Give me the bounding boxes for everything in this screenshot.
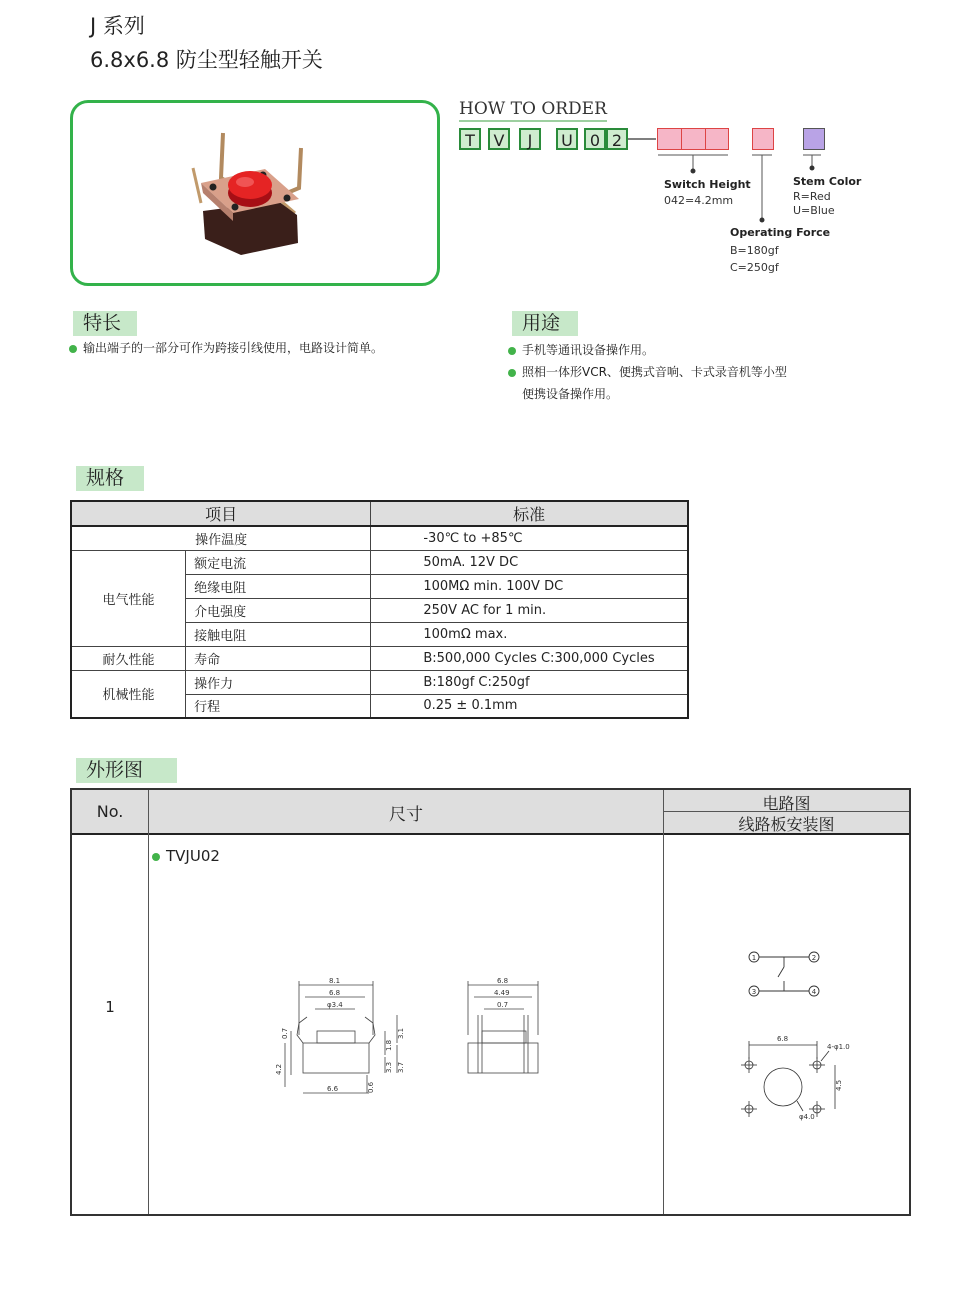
pin-4: 4 bbox=[811, 988, 817, 996]
use-item: 手机等通讯设备操作用。 bbox=[508, 339, 654, 361]
series-title: J 系列 bbox=[90, 14, 145, 38]
table-row bbox=[71, 550, 688, 574]
outline-heading: 外形图 bbox=[76, 758, 177, 783]
spec-value: B:500,000 Cycles C:300,000 Cycles bbox=[371, 646, 688, 670]
spec-header-standard: 标准 bbox=[371, 501, 688, 526]
bullet-icon bbox=[69, 345, 77, 353]
dim-1-8: 1.8 bbox=[385, 1039, 393, 1051]
spec-item: 介电强度 bbox=[186, 598, 371, 622]
side-view-drawing bbox=[460, 975, 550, 1095]
dim-6-6: 6.6 bbox=[327, 1085, 339, 1093]
order-code-0: 0 bbox=[584, 128, 606, 150]
spec-item: 绝缘电阻 bbox=[186, 574, 371, 598]
use-item-continued: 便携设备操作用。 bbox=[522, 387, 619, 401]
pin-3: 3 bbox=[751, 988, 757, 996]
pcb-layout-diagram bbox=[737, 1025, 857, 1125]
stem-color-red: R=Red bbox=[793, 190, 831, 203]
operating-force-code-box bbox=[752, 128, 774, 150]
outline-table bbox=[70, 788, 911, 1216]
header-circuit: 电路图 bbox=[762, 794, 811, 813]
front-view-drawing bbox=[267, 975, 417, 1105]
operating-force-label: Operating Force bbox=[730, 226, 831, 239]
table-row bbox=[71, 501, 688, 526]
spec-value: 50mA. 12V DC bbox=[371, 550, 688, 574]
dim-phi-3-4: φ3.4 bbox=[327, 1001, 343, 1009]
spec-heading: 规格 bbox=[76, 466, 144, 491]
spec-item: 操作温度 bbox=[71, 526, 371, 550]
dim-side-0-7: 0.7 bbox=[497, 1001, 509, 1009]
dim-side-6-8: 6.8 bbox=[497, 977, 509, 985]
operating-force-b: B=180gf bbox=[730, 244, 779, 257]
table-row bbox=[71, 526, 688, 550]
dim-0-6: 0.6 bbox=[367, 1081, 375, 1093]
spec-item: 操作力 bbox=[186, 670, 371, 694]
dim-3-7: 3.7 bbox=[397, 1061, 405, 1073]
use-item: 照相一体形VCR、便携式音响、卡式录音机等小型 bbox=[508, 361, 787, 383]
dim-3-3: 3.3 bbox=[385, 1061, 393, 1073]
dim-side-4-49: 4.49 bbox=[494, 989, 510, 997]
dim-3-1: 3.1 bbox=[397, 1027, 405, 1039]
spec-value: 100mΩ max. bbox=[371, 622, 688, 646]
stem-color-code-box bbox=[803, 128, 825, 150]
bullet-icon bbox=[508, 369, 516, 377]
pin-2: 2 bbox=[811, 954, 817, 962]
spec-item: 行程 bbox=[186, 694, 371, 718]
model-label: TVJU02 bbox=[152, 847, 220, 865]
switch-height-code-box bbox=[657, 128, 729, 150]
spec-group: 机械性能 bbox=[71, 670, 186, 718]
bullet-icon bbox=[152, 853, 160, 861]
spec-header-item: 项目 bbox=[71, 501, 371, 526]
tactile-switch-image bbox=[73, 103, 437, 283]
switch-height-label: Switch Height bbox=[664, 178, 751, 191]
switch-height-value: 042=4.2mm bbox=[664, 194, 734, 207]
operating-force-c: C=250gf bbox=[730, 261, 779, 274]
spec-item: 寿命 bbox=[186, 646, 371, 670]
circuit-diagram bbox=[742, 945, 822, 1005]
spec-value: -30℃ to +85℃ bbox=[371, 526, 688, 550]
dim-6-8: 6.8 bbox=[329, 989, 341, 997]
feature-item: 输出端子的一部分可作为跨接引线使用，电路设计简单。 bbox=[69, 337, 383, 359]
pcb-width: 6.8 bbox=[777, 1035, 789, 1043]
how-to-order-title: HOW TO ORDER bbox=[459, 99, 607, 122]
features-heading: 特长 bbox=[73, 311, 137, 336]
order-code-u: U bbox=[556, 128, 578, 150]
dim-8-1: 8.1 bbox=[329, 977, 341, 985]
order-code-2: 2 bbox=[606, 128, 628, 150]
spec-item: 接触电阻 bbox=[186, 622, 371, 646]
bullet-icon bbox=[508, 347, 516, 355]
stem-color-blue: U=Blue bbox=[793, 204, 835, 217]
product-subtitle: 6.8x6.8 防尘型轻触开关 bbox=[90, 48, 323, 72]
row-number: 1 bbox=[105, 998, 115, 1016]
spec-value: 100MΩ min. 100V DC bbox=[371, 574, 688, 598]
stem-color-label: Stem Color bbox=[793, 175, 862, 188]
spec-table bbox=[70, 500, 689, 719]
spec-value: 250V AC for 1 min. bbox=[371, 598, 688, 622]
dim-4-2: 4.2 bbox=[275, 1063, 283, 1075]
dim-0-7: 0.7 bbox=[281, 1027, 289, 1039]
header-pcb: 线路板安装图 bbox=[738, 815, 835, 834]
uses-heading: 用途 bbox=[512, 311, 578, 336]
spec-value: B:180gf C:250gf bbox=[371, 670, 688, 694]
pin-1: 1 bbox=[751, 954, 757, 962]
order-code-j: J bbox=[519, 128, 541, 150]
spec-item: 额定电流 bbox=[186, 550, 371, 574]
table-row bbox=[71, 646, 688, 670]
spec-value: 0.25 ± 0.1mm bbox=[371, 694, 688, 718]
order-code-t: T bbox=[459, 128, 481, 150]
spec-group: 电气性能 bbox=[71, 550, 186, 646]
table-row bbox=[71, 670, 688, 694]
pcb-height: 4.5 bbox=[835, 1079, 843, 1091]
header-size: 尺寸 bbox=[389, 805, 423, 825]
spec-group: 耐久性能 bbox=[71, 646, 186, 670]
pcb-holes: 4-φ1.0 bbox=[827, 1043, 850, 1051]
product-photo-frame bbox=[70, 100, 440, 286]
order-code-v: V bbox=[488, 128, 510, 150]
pcb-center-hole: φ4.0 bbox=[799, 1113, 815, 1121]
header-no: No. bbox=[96, 802, 124, 821]
